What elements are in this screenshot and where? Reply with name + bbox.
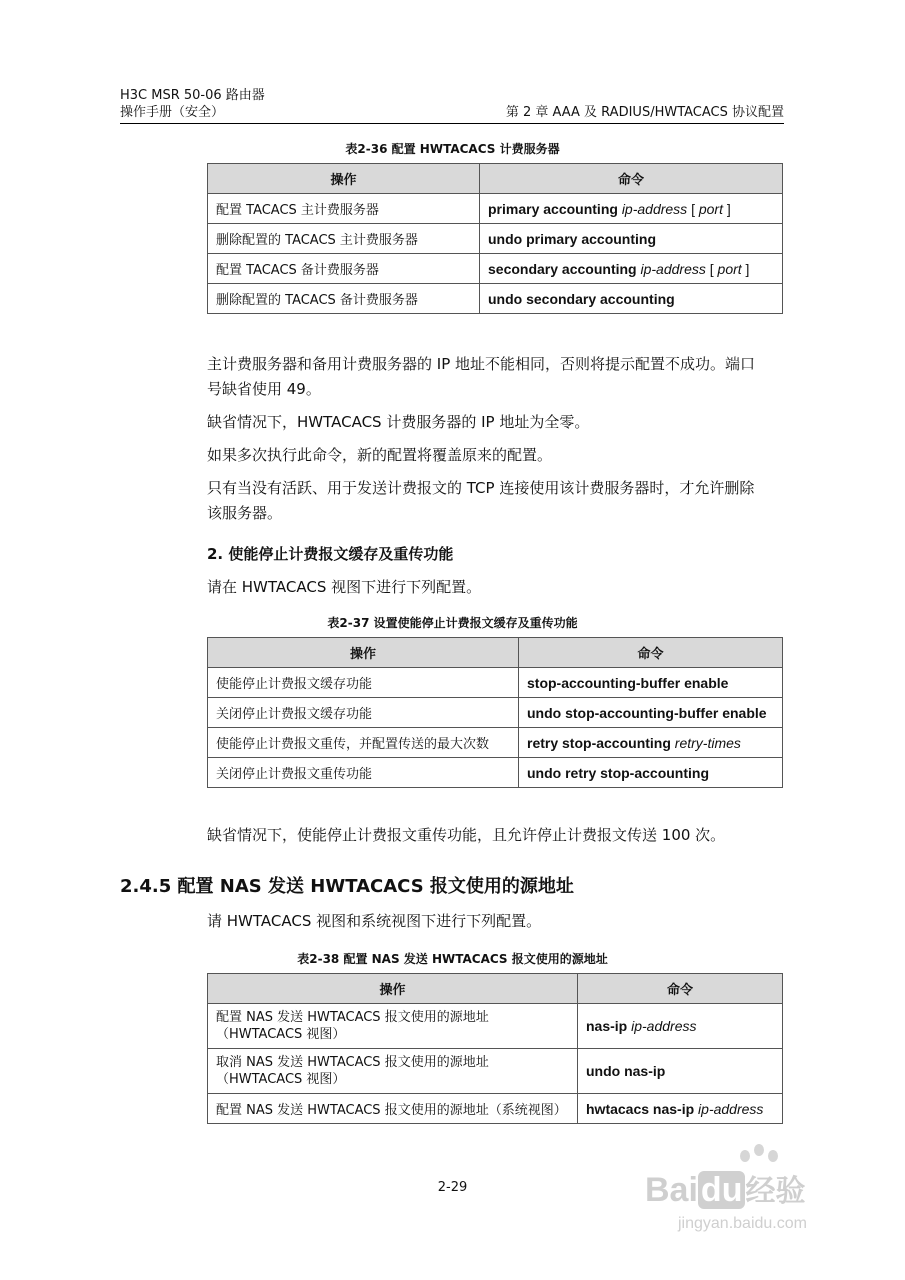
para-line: 该服务器。	[207, 504, 283, 522]
table-row	[208, 1004, 783, 1049]
paw-icon	[768, 1150, 778, 1162]
para-line: 号缺省使用 49。	[207, 380, 321, 398]
table-row	[208, 194, 783, 224]
table37-cmd: undo stop-accounting-buffer enable	[519, 698, 783, 728]
table36-op: 配置 TACACS 主计费服务器	[208, 194, 480, 224]
watermark-url: jingyan.baidu.com	[678, 1215, 807, 1232]
section-intro: 请在 HWTACACS 视图下进行下列配置。	[207, 578, 482, 596]
table-row	[208, 284, 783, 314]
table38-cmd	[578, 1004, 783, 1049]
table37-caption: 表2-37 设置使能停止计费报文缓存及重传功能	[327, 616, 578, 630]
cmd-arg: ip-address	[621, 200, 688, 217]
watermark-brand	[645, 1166, 805, 1210]
para-line: 缺省情况下，使能停止计费报文重传功能，且允许停止计费报文传送 100 次。	[207, 826, 726, 844]
table36-header-op: 操作	[208, 164, 480, 194]
watermark	[645, 1140, 860, 1260]
cmd-arg: port	[698, 200, 723, 217]
watermark-du: du	[698, 1171, 746, 1209]
table-row	[208, 254, 783, 284]
table36-cmd: undo primary accounting	[480, 224, 783, 254]
cmd-arg: ip-address	[698, 1100, 764, 1117]
table-row	[208, 728, 783, 758]
table36-cmd	[480, 254, 783, 284]
para-line: 主计费服务器和备用计费服务器的 IP 地址不能相同，否则将提示配置不成功。端口	[207, 355, 756, 373]
para-line: 缺省情况下，HWTACACS 计费服务器的 IP 地址为全零。	[207, 413, 590, 431]
cmd-keyword: retry stop-accounting	[527, 734, 671, 751]
cmd-keyword: hwtacacs nas-ip	[586, 1100, 695, 1117]
table36-op: 配置 TACACS 备计费服务器	[208, 254, 480, 284]
page-number: 2-29	[437, 1180, 468, 1195]
header-manual: 操作手册（安全）	[120, 105, 225, 120]
cmd-keyword: nas-ip	[586, 1018, 628, 1034]
table38-caption: 表2-38 配置 NAS 发送 HWTACACS 报文使用的源地址	[297, 952, 608, 966]
op-line: 取消 NAS 发送 HWTACACS 报文使用的源地址	[216, 1055, 489, 1070]
table37-header-op: 操作	[208, 638, 519, 668]
table37-cmd	[519, 728, 783, 758]
table37-cmd: stop-accounting-buffer enable	[519, 668, 783, 698]
table37-cmd: undo retry stop-accounting	[519, 758, 783, 788]
table36	[207, 163, 783, 314]
table37-header-cmd: 命令	[519, 638, 783, 668]
header-chapter: 第 2 章 AAA 及 RADIUS/HWTACACS 协议配置	[505, 105, 784, 120]
table38-op: 配置 NAS 发送 HWTACACS 报文使用的源地址（系统视图）	[208, 1094, 578, 1124]
table-row	[208, 224, 783, 254]
cmd-arg: ip-address	[640, 260, 706, 277]
cmd-arg: ip-address	[631, 1018, 697, 1034]
cmd-keyword: secondary accounting	[488, 260, 637, 277]
cmd-bracket: ]	[722, 200, 731, 217]
section-heading: 2.4.5 配置 NAS 发送 HWTACACS 报文使用的源地址	[120, 876, 574, 897]
table-row	[208, 758, 783, 788]
table-row	[208, 1049, 783, 1094]
table38-header-op: 操作	[208, 974, 578, 1004]
table36-op: 删除配置的 TACACS 备计费服务器	[208, 284, 480, 314]
table36-op: 删除配置的 TACACS 主计费服务器	[208, 224, 480, 254]
op-line: （HWTACACS 视图）	[216, 1072, 346, 1087]
table38	[207, 973, 783, 1124]
header-rule	[120, 123, 784, 124]
cmd-bracket: [	[687, 200, 699, 217]
cmd-bracket: [	[705, 260, 718, 277]
table38-cmd: undo nas-ip	[578, 1049, 783, 1094]
table36-header-cmd: 命令	[480, 164, 783, 194]
para-line: 只有当没有活跃、用于发送计费报文的 TCP 连接使用该计费服务器时，才允许删除	[207, 479, 755, 497]
table37-op: 使能停止计费报文重传，并配置传送的最大次数	[208, 728, 519, 758]
table36-cmd: undo secondary accounting	[480, 284, 783, 314]
table-row	[208, 668, 783, 698]
table38-cmd	[578, 1094, 783, 1124]
cmd-bracket: ]	[741, 260, 750, 277]
header-product: H3C MSR 50-06 路由器	[120, 88, 265, 103]
table37	[207, 637, 783, 788]
cmd-arg: retry-times	[674, 734, 741, 751]
op-line: 配置 NAS 发送 HWTACACS 报文使用的源地址	[216, 1010, 489, 1025]
section-title: 2. 使能停止计费报文缓存及重传功能	[207, 545, 454, 563]
table-row	[208, 1094, 783, 1124]
table38-header-cmd: 命令	[578, 974, 783, 1004]
watermark-bai: Bai	[645, 1171, 698, 1209]
section-intro: 请 HWTACACS 视图和系统视图下进行下列配置。	[207, 912, 542, 930]
table37-op: 关闭停止计费报文缓存功能	[208, 698, 519, 728]
cmd-arg: port	[717, 260, 742, 277]
cmd-keyword: primary accounting	[488, 200, 618, 217]
table37-op: 关闭停止计费报文重传功能	[208, 758, 519, 788]
table36-cmd	[480, 194, 783, 224]
watermark-cn: 经验	[745, 1175, 806, 1208]
para-line: 如果多次执行此命令，新的配置将覆盖原来的配置。	[207, 446, 553, 464]
table37-op: 使能停止计费报文缓存功能	[208, 668, 519, 698]
op-line: （HWTACACS 视图）	[216, 1027, 346, 1042]
table38-op	[208, 1004, 578, 1049]
paw-icon	[754, 1144, 764, 1156]
paw-icon	[740, 1150, 750, 1162]
table38-op	[208, 1049, 578, 1094]
table-row	[208, 698, 783, 728]
table36-caption: 表2-36 配置 HWTACACS 计费服务器	[345, 142, 560, 156]
